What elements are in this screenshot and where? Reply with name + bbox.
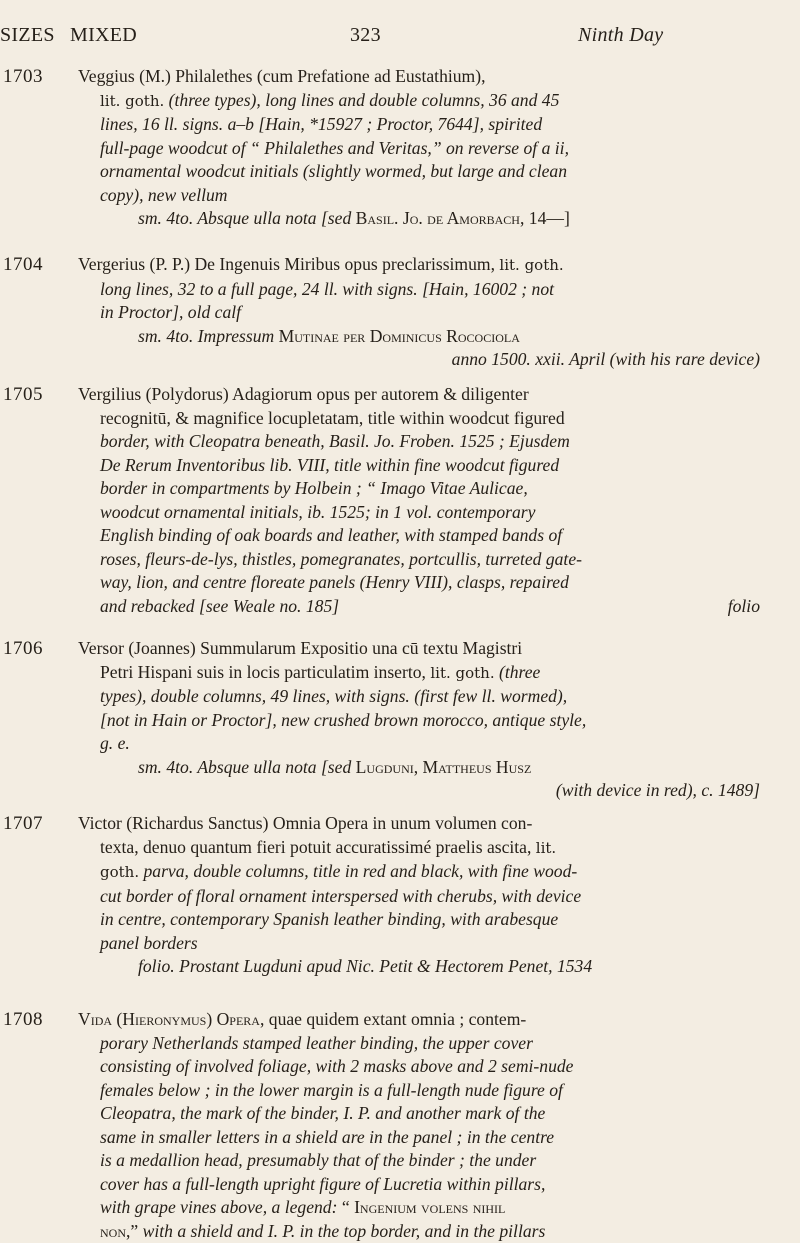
lot-description: [78, 1008, 780, 1243]
lot-line: De Rerum Inventoribus lib. VIII, title within fine woodcut figured: [78, 454, 780, 478]
lot-line: g. e.: [78, 732, 780, 756]
page-number: 323: [350, 20, 381, 50]
lot-number: 1707: [3, 812, 43, 835]
lot-format-line: [78, 207, 780, 231]
lot-line: Veggius (M.) Philalethes (cum Prefatione ad Eustathium),: [78, 65, 780, 89]
lot-description: [78, 637, 780, 803]
header-sizes: SIZES: [0, 20, 55, 50]
lot-line: roses, fleurs-de-lys, thistles, pomegranates, portcullis, turreted gate-: [78, 548, 780, 572]
lot-line: border in compartments by Holbein ; “ Imago Vitae Aulicae,: [78, 477, 780, 501]
lot-line: panel borders: [78, 932, 780, 956]
lot-format-line: [78, 955, 780, 979]
lot-line: types), double columns, 49 lines, with signs. (first few ll. wormed),: [78, 685, 780, 709]
lot-format: sm. 4to.: [138, 326, 193, 346]
lot-format: folio.: [138, 956, 175, 976]
lot-text-segment: Vergerius (P. P.) De Ingenuis Miribus opus preclarissimum,: [78, 254, 499, 274]
lot-line: in centre, contemporary Spanish leather binding, with arabesque: [78, 908, 780, 932]
lot-line: [78, 860, 780, 885]
blackletter-text: lit. goth.: [100, 92, 164, 110]
lot-imprint-place: Basil. Jo. de Amorbach, 14—]: [356, 208, 570, 228]
lot-text-segment: texta, denuo quantum fieri potuit accuratissimé praelis ascita,: [100, 837, 536, 857]
lot-text-segment: with a shield and I. P. in the top border, and in the pillars: [138, 1221, 545, 1241]
lot-line: cut border of floral ornament interspersed with cherubs, with device: [78, 885, 780, 909]
lot-imprint-place: Mutinae per Dominicus Rocociola: [279, 326, 520, 346]
lot-line: females below ; in the lower margin is a full-length nude figure of: [78, 1079, 780, 1103]
lot-text-segment: (three types), long lines and double columns, 36 and 45: [164, 90, 559, 110]
lot-line: [78, 1196, 780, 1220]
lot-imprint: Impressum: [193, 326, 278, 346]
lot-text-segment: with grape vines above, a legend:: [100, 1197, 342, 1217]
lot-format: sm. 4to.: [138, 208, 193, 228]
lot-line: [not in Hain or Proctor], new crushed brown morocco, antique style,: [78, 709, 780, 733]
lot-line: full-page woodcut of “ Philalethes and Veritas,” on reverse of a ii,: [78, 137, 780, 161]
header-mixed: MIXED: [70, 20, 137, 50]
lot-line: border, with Cleopatra beneath, Basil. Jo. Froben. 1525 ; Ejusdem: [78, 430, 780, 454]
lot-line: Vergilius (Polydorus) Adagiorum opus per autorem & diligenter: [78, 383, 780, 407]
page-header: [0, 20, 800, 50]
lot-legend: “ Ingenium volens nihil: [342, 1197, 506, 1217]
lot-line: in Proctor], old calf: [78, 301, 780, 325]
lot-number: 1704: [3, 253, 43, 276]
lot-line: lines, 16 ll. signs. a–b [Hain, *15927 ; Proctor, 7644], spirited: [78, 113, 780, 137]
lot-format-line: [78, 756, 780, 780]
lot-number: 1703: [3, 65, 43, 88]
blackletter-text: lit. goth.: [499, 256, 563, 274]
lot-imprint-place: Lugduni, Mattheus Husz: [356, 757, 532, 777]
lot-line: copy), new vellum: [78, 184, 780, 208]
lot-line: Cleopatra, the mark of the binder, I. P. and another mark of the: [78, 1102, 780, 1126]
lot-description: [78, 812, 780, 979]
lot-author: Vida (Hieronymus) Opera: [78, 1009, 260, 1029]
lot-line: way, lion, and centre floreate panels (Henry VIII), clasps, repaired: [78, 571, 780, 595]
lot-text-segment: (three: [495, 662, 541, 682]
lot-line: recognitū, & magnifice locupletatam, title within woodcut figured: [78, 407, 780, 431]
lot-line: anno 1500. xxii. April (with his rare device): [78, 348, 780, 372]
lot-line: Versor (Joannes) Summularum Expositio una cū textu Magistri: [78, 637, 780, 661]
lot-imprint: Absque ulla nota [sed: [193, 757, 355, 777]
lot-line: Victor (Richardus Sanctus) Omnia Opera in unum volumen con-: [78, 812, 780, 836]
lot-line: consisting of involved foliage, with 2 masks above and 2 semi-nude: [78, 1055, 780, 1079]
lot-line: cover has a full-length upright figure of Lucretia within pillars,: [78, 1173, 780, 1197]
lot-description: [78, 253, 780, 372]
lot-text-segment: parva, double columns, title in red and black, with fine wood-: [139, 861, 577, 881]
lot-line: (with device in red), c. 1489]: [78, 779, 780, 803]
lot-description: [78, 383, 780, 618]
blackletter-text: goth.: [100, 863, 139, 881]
lot-line: [78, 595, 780, 619]
blackletter-text: lit.: [536, 839, 556, 857]
lot-line: porary Netherlands stamped leather binding, the upper cover: [78, 1032, 780, 1056]
lot-line: English binding of oak boards and leather, with stamped bands of: [78, 524, 780, 548]
lot-line: long lines, 32 to a full page, 24 ll. with signs. [Hain, 16002 ; not: [78, 278, 780, 302]
lot-line: ornamental woodcut initials (slightly wormed, but large and clean: [78, 160, 780, 184]
lot-line: [78, 661, 780, 686]
lot-legend: non,”: [100, 1221, 138, 1241]
lot-line: [78, 1008, 780, 1032]
lot-imprint: Prostant Lugduni apud Nic. Petit & Hectorem Penet, 1534: [175, 956, 592, 976]
lot-line: [78, 89, 780, 114]
lot-text-segment: , quae quidem extant omnia ; contem-: [260, 1009, 526, 1029]
lot-number: 1705: [3, 383, 43, 406]
lot-description: [78, 65, 780, 231]
lot-text-segment: and rebacked [see Weale no. 185]: [100, 596, 339, 616]
lot-line: [78, 836, 780, 861]
lot-number: 1708: [3, 1008, 43, 1031]
lot-number: 1706: [3, 637, 43, 660]
lot-line: [78, 253, 780, 278]
lot-line: woodcut ornamental initials, ib. 1525; in 1 vol. contemporary: [78, 501, 780, 525]
lot-line: same in smaller letters in a shield are in the panel ; in the centre: [78, 1126, 780, 1150]
lot-imprint: Absque ulla nota [sed: [193, 208, 355, 228]
lot-line: is a medallion head, presumably that of the binder ; the under: [78, 1149, 780, 1173]
lot-format: sm. 4to.: [138, 757, 193, 777]
header-day: Ninth Day: [578, 20, 663, 50]
lot-line: [78, 1220, 780, 1243]
lot-format-line: [78, 325, 780, 349]
lot-text-segment: Petri Hispani suis in locis particulatim inserto,: [100, 662, 430, 682]
lot-format: folio: [728, 595, 760, 619]
blackletter-text: lit. goth.: [430, 664, 494, 682]
